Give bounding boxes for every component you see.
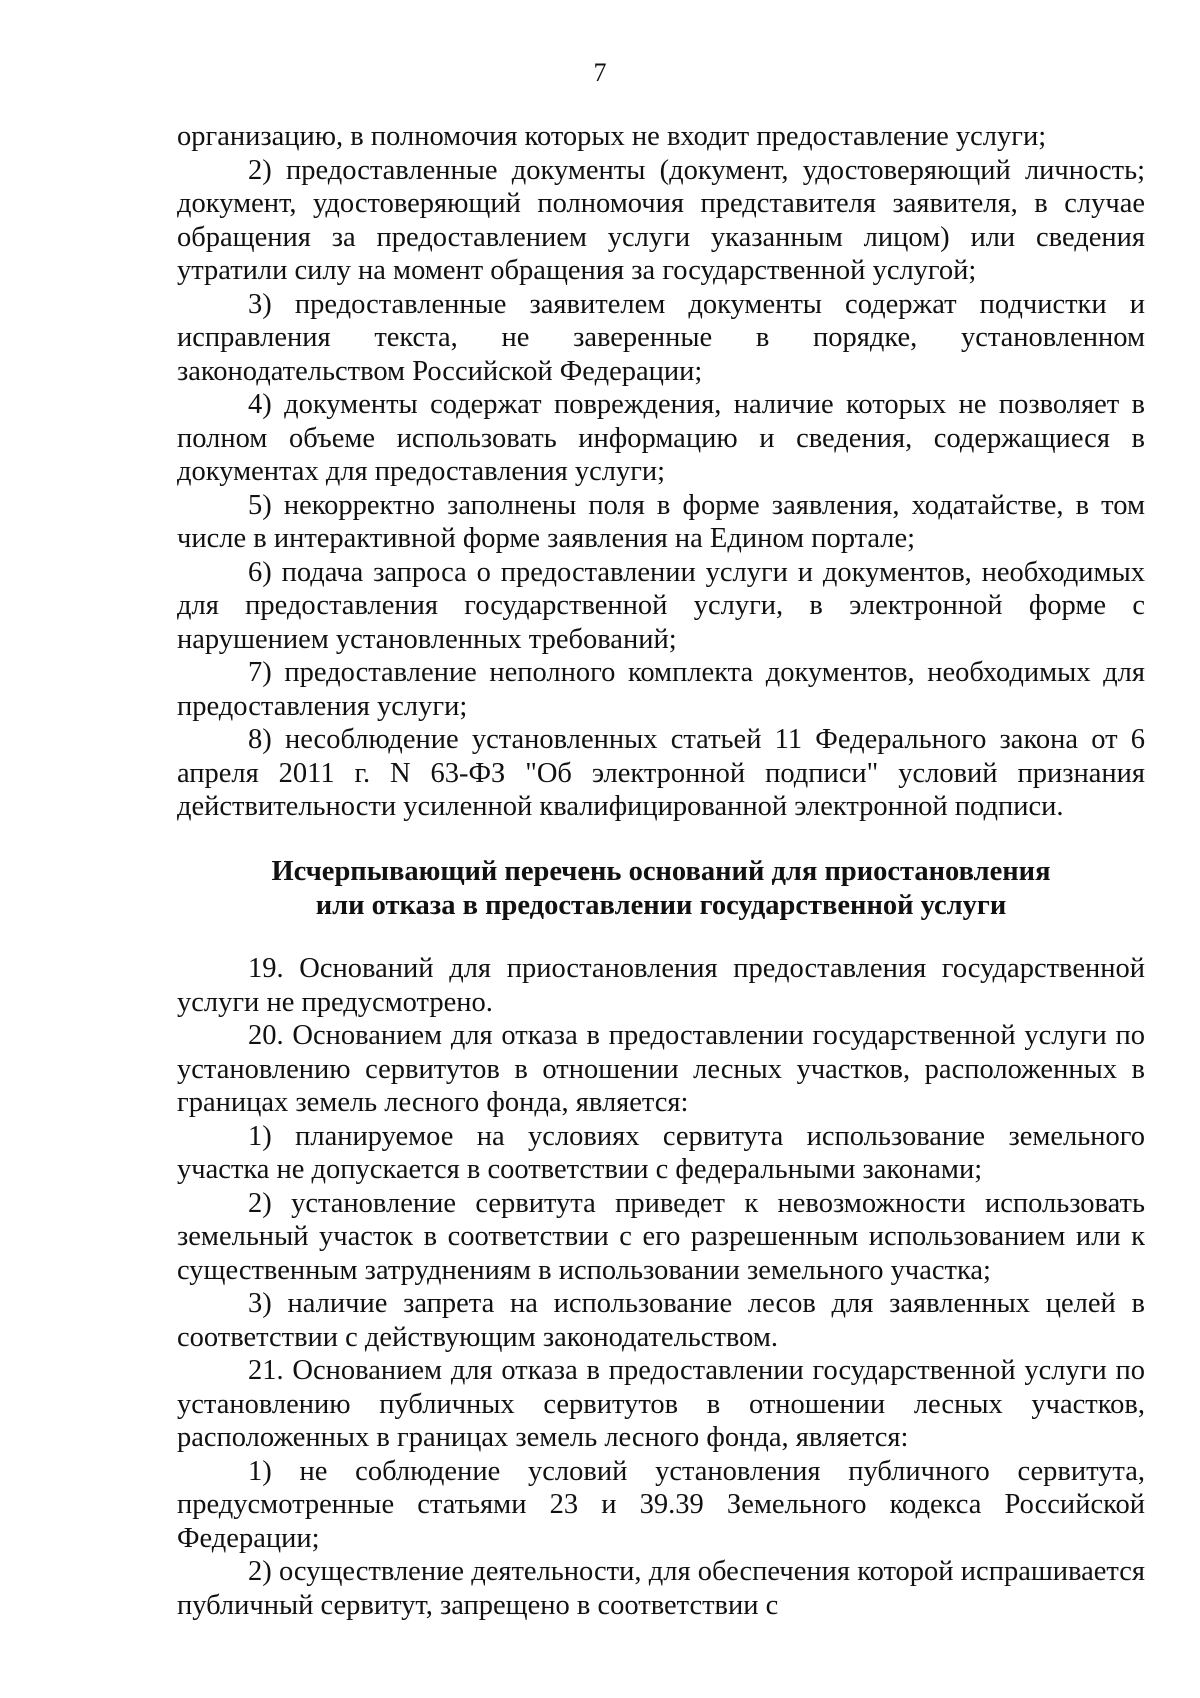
text-block-top <box>177 120 1145 824</box>
list-item: 8) несоблюдение установленных статьей 11 Федерального закона от 6 апреля 2011 г. N 63-ФЗ "Об электронной подписи" условий признания действительности усиленной квалифицированной электронной подписи. <box>177 724 1145 822</box>
numbered-paragraph: 20. Основанием для отказа в предоставлении государственной услуги по установлению сервитутов в отношении лесных участков, расположенных в границах земель лесного фонда, является: <box>177 1020 1145 1118</box>
paragraph-continuation: организацию, в полномочия которых не входит предоставление услуги; <box>177 121 1047 152</box>
numbered-paragraph: 19. Оснований для приостановления предоставления государственной услуги не предусмотрено. <box>177 953 1145 1018</box>
list-item: 5) некорректно заполнены поля в форме заявления, ходатайстве, в том числе в интерактивной форме заявления на Едином портале; <box>177 489 1145 554</box>
list-item: 4) документы содержат повреждения, наличие которых не позволяет в полном объеме использовать информацию и сведения, содержащиеся в документах для предоставления услуги; <box>177 389 1145 487</box>
numbered-paragraph: 21. Основанием для отказа в предоставлении государственной услуги по установлению публичных сервитутов в отношении лесных участков, расположенных в границах земель лесного фонда, является: <box>177 1355 1145 1453</box>
list-item: 1) не соблюдение условий установления публичного сервитута, предусмотренные статьями 23 и 39.39 Земельного кодекса Российской Федерации; <box>177 1455 1145 1554</box>
list-item: 1) планируемое на условиях сервитута использование земельного участка не допускается в соответствии с федеральными законами; <box>177 1120 1145 1185</box>
list-item: 2) установление сервитута приведет к невозможности использовать земельный участок в соответствии с его разрешенным использованием или к существенным затруднениям в использовании земельного участка; <box>177 1187 1145 1286</box>
list-item: 2) осуществление деятельности, для обеспечения которой испрашивается публичный сервитут, запрещено в соответствии с <box>177 1556 1145 1621</box>
section-heading <box>177 855 1145 923</box>
section-heading-line-2: или отказа в предоставлении государственной услуги <box>315 890 1007 921</box>
page-number: 7 <box>593 58 607 87</box>
list-item: 3) предоставленные заявителем документы содержат подчистки и исправления текста, не заверенные в порядке, установленном законодательством Российской Федерации; <box>177 288 1145 387</box>
list-item: 3) наличие запрета на использование лесов для заявленных целей в соответствии с действующим законодательством. <box>177 1288 1145 1353</box>
list-item: 6) подача запроса о предоставлении услуги и документов, необходимых для предоставления государственной услуги, в электронной форме с нарушением установленных требований; <box>177 556 1145 655</box>
list-item: 2) предоставленные документы (документ, удостоверяющий личность; документ, удостоверяющий полномочия представителя заявителя, в случае обращения за предоставлением услуги указанным лицом) или сведения утратили силу на момент обращения за государственной услугой; <box>177 154 1145 286</box>
list-item: 7) предоставление неполного комплекта документов, необходимых для предоставления услуги; <box>177 657 1145 722</box>
text-block-bottom <box>177 952 1145 1622</box>
section-heading-line-1: Исчерпывающий перечень оснований для приостановления <box>271 856 1051 887</box>
